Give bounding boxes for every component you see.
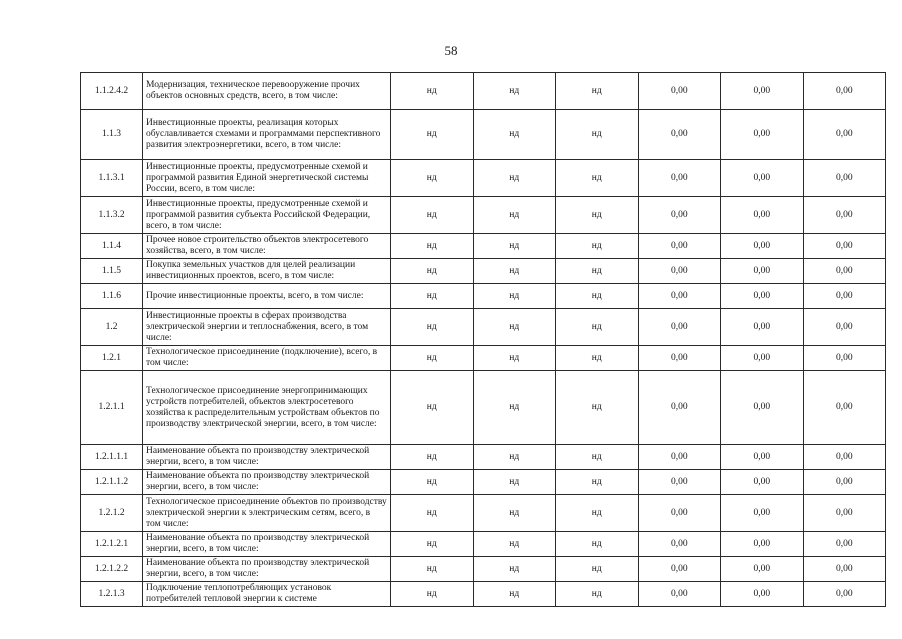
row-value: нд bbox=[556, 73, 639, 110]
investment-table bbox=[80, 72, 886, 607]
row-value: 0,00 bbox=[721, 197, 804, 234]
row-value: нд bbox=[391, 532, 474, 557]
table-row bbox=[81, 532, 886, 557]
row-value: 0,00 bbox=[721, 259, 804, 284]
row-value: нд bbox=[391, 445, 474, 470]
page-number: 58 bbox=[444, 43, 458, 58]
row-value: нд bbox=[556, 346, 639, 371]
row-value: нд bbox=[556, 470, 639, 495]
row-name: Наименование объекта по производству электрической энергии, всего, в том числе: bbox=[143, 445, 391, 470]
row-value: 0,00 bbox=[721, 495, 804, 532]
row-value: 0,00 bbox=[638, 346, 721, 371]
row-value: нд bbox=[473, 495, 556, 532]
row-value: нд bbox=[556, 284, 639, 309]
row-value: 0,00 bbox=[638, 197, 721, 234]
row-value: 0,00 bbox=[803, 259, 886, 284]
row-value: 0,00 bbox=[721, 371, 804, 445]
row-value: нд bbox=[473, 470, 556, 495]
row-value: нд bbox=[556, 582, 639, 607]
row-name: Технологическое присоединение энергопринимающих устройств потребителей, объектов электросетевого хозяйства к распределительным устройствам объектов по производству электрической энергии, всего, в том числе: bbox=[143, 371, 391, 445]
row-name: Инвестиционные проекты, предусмотренные схемой и программой развития субъекта Российской Федерации, всего, в том числе: bbox=[143, 197, 391, 234]
row-value: нд bbox=[391, 197, 474, 234]
row-code: 1.2.1 bbox=[81, 346, 143, 371]
row-value: 0,00 bbox=[638, 234, 721, 259]
row-name: Инвестиционные проекты в сферах производства электрической энергии и теплоснабжения, всего, в том числе: bbox=[143, 309, 391, 346]
row-value: нд bbox=[391, 371, 474, 445]
row-value: 0,00 bbox=[638, 110, 721, 160]
row-value: нд bbox=[473, 73, 556, 110]
row-name: Покупка земельных участков для целей реализации инвестиционных проектов, всего, в том числе: bbox=[143, 259, 391, 284]
row-value: 0,00 bbox=[638, 259, 721, 284]
row-value: 0,00 bbox=[721, 73, 804, 110]
table-row bbox=[81, 371, 886, 445]
row-value: нд bbox=[391, 582, 474, 607]
row-value: 0,00 bbox=[721, 557, 804, 582]
row-value: 0,00 bbox=[803, 197, 886, 234]
row-code: 1.1.3.1 bbox=[81, 160, 143, 197]
table-row bbox=[81, 445, 886, 470]
row-value: нд bbox=[391, 309, 474, 346]
row-value: нд bbox=[473, 284, 556, 309]
table-row bbox=[81, 346, 886, 371]
row-value: 0,00 bbox=[803, 73, 886, 110]
row-value: нд bbox=[473, 309, 556, 346]
row-name: Инвестиционные проекты, реализация которых обуславливается схемами и программами перспективного развития электроэнергетики, всего, в том числе: bbox=[143, 110, 391, 160]
row-value: 0,00 bbox=[721, 470, 804, 495]
row-code: 1.2.1.2.2 bbox=[81, 557, 143, 582]
row-code: 1.1.3 bbox=[81, 110, 143, 160]
row-value: нд bbox=[473, 259, 556, 284]
row-value: нд bbox=[556, 557, 639, 582]
row-value: 0,00 bbox=[638, 470, 721, 495]
row-value: 0,00 bbox=[803, 470, 886, 495]
row-value: 0,00 bbox=[638, 284, 721, 309]
row-value: нд bbox=[391, 346, 474, 371]
row-value: 0,00 bbox=[638, 309, 721, 346]
row-code: 1.1.4 bbox=[81, 234, 143, 259]
row-value: нд bbox=[556, 110, 639, 160]
row-value: 0,00 bbox=[721, 532, 804, 557]
row-code: 1.1.5 bbox=[81, 259, 143, 284]
row-value: 0,00 bbox=[638, 73, 721, 110]
row-code: 1.2.1.1 bbox=[81, 371, 143, 445]
table-row bbox=[81, 495, 886, 532]
row-value: 0,00 bbox=[803, 234, 886, 259]
row-name: Наименование объекта по производству электрической энергии, всего, в том числе: bbox=[143, 532, 391, 557]
row-value: 0,00 bbox=[721, 346, 804, 371]
row-value: нд bbox=[556, 371, 639, 445]
row-value: нд bbox=[473, 532, 556, 557]
row-code: 1.2.1.1.1 bbox=[81, 445, 143, 470]
row-value: нд bbox=[556, 495, 639, 532]
table-row bbox=[81, 582, 886, 607]
row-value: 0,00 bbox=[638, 582, 721, 607]
row-value: нд bbox=[391, 73, 474, 110]
table-row bbox=[81, 557, 886, 582]
row-value: 0,00 bbox=[638, 160, 721, 197]
row-value: нд bbox=[473, 110, 556, 160]
row-value: 0,00 bbox=[638, 495, 721, 532]
row-value: нд bbox=[473, 445, 556, 470]
row-value: нд bbox=[556, 445, 639, 470]
table-row bbox=[81, 110, 886, 160]
row-value: 0,00 bbox=[721, 582, 804, 607]
row-value: нд bbox=[391, 495, 474, 532]
row-value: 0,00 bbox=[721, 160, 804, 197]
row-name: Модернизация, техническое перевооружение прочих объектов основных средств, всего, в том числе: bbox=[143, 73, 391, 110]
row-code: 1.1.2.4.2 bbox=[81, 73, 143, 110]
row-value: нд bbox=[556, 160, 639, 197]
row-value: нд bbox=[391, 234, 474, 259]
row-value: нд bbox=[391, 160, 474, 197]
table-body bbox=[81, 73, 886, 607]
row-value: 0,00 bbox=[803, 532, 886, 557]
row-value: 0,00 bbox=[721, 284, 804, 309]
row-code: 1.2 bbox=[81, 309, 143, 346]
row-name: Инвестиционные проекты, предусмотренные схемой и программой развития Единой энергетической системы России, всего, в том числе: bbox=[143, 160, 391, 197]
row-value: нд bbox=[473, 234, 556, 259]
table-row bbox=[81, 160, 886, 197]
row-value: 0,00 bbox=[721, 445, 804, 470]
row-name: Подключение теплопотребляющих установок потребителей тепловой энергии к системе bbox=[143, 582, 391, 607]
row-value: нд bbox=[473, 346, 556, 371]
row-value: нд bbox=[556, 234, 639, 259]
row-value: нд bbox=[556, 197, 639, 234]
table-row bbox=[81, 73, 886, 110]
row-value: 0,00 bbox=[721, 110, 804, 160]
row-value: 0,00 bbox=[638, 557, 721, 582]
table-row bbox=[81, 259, 886, 284]
row-value: 0,00 bbox=[803, 346, 886, 371]
row-code: 1.2.1.2 bbox=[81, 495, 143, 532]
row-name: Технологическое присоединение (подключение), всего, в том числе: bbox=[143, 346, 391, 371]
row-code: 1.2.1.2.1 bbox=[81, 532, 143, 557]
row-value: 0,00 bbox=[803, 582, 886, 607]
row-value: 0,00 bbox=[721, 309, 804, 346]
row-value: 0,00 bbox=[803, 284, 886, 309]
row-value: 0,00 bbox=[721, 234, 804, 259]
row-value: 0,00 bbox=[803, 495, 886, 532]
row-value: 0,00 bbox=[638, 445, 721, 470]
row-value: нд bbox=[473, 197, 556, 234]
row-name: Наименование объекта по производству электрической энергии, всего, в том числе: bbox=[143, 557, 391, 582]
row-value: 0,00 bbox=[638, 371, 721, 445]
row-value: 0,00 bbox=[803, 371, 886, 445]
row-name: Технологическое присоединение объектов по производству электрической энергии к электрическим сетям, всего, в том числе: bbox=[143, 495, 391, 532]
row-value: нд bbox=[473, 557, 556, 582]
row-name: Прочие инвестиционные проекты, всего, в том числе: bbox=[143, 284, 391, 309]
row-value: 0,00 bbox=[803, 557, 886, 582]
row-value: 0,00 bbox=[803, 445, 886, 470]
row-code: 1.1.6 bbox=[81, 284, 143, 309]
row-value: нд bbox=[473, 371, 556, 445]
row-name: Прочее новое строительство объектов электросетевого хозяйства, всего, в том числе: bbox=[143, 234, 391, 259]
table-row bbox=[81, 234, 886, 259]
row-value: нд bbox=[391, 110, 474, 160]
row-value: 0,00 bbox=[803, 110, 886, 160]
row-value: нд bbox=[391, 470, 474, 495]
row-value: 0,00 bbox=[803, 160, 886, 197]
table-row bbox=[81, 197, 886, 234]
table-row bbox=[81, 470, 886, 495]
table-row bbox=[81, 284, 886, 309]
row-code: 1.2.1.1.2 bbox=[81, 470, 143, 495]
row-value: нд bbox=[391, 284, 474, 309]
row-value: нд bbox=[556, 259, 639, 284]
row-value: 0,00 bbox=[803, 309, 886, 346]
row-value: нд bbox=[556, 532, 639, 557]
row-value: нд bbox=[556, 309, 639, 346]
row-code: 1.2.1.3 bbox=[81, 582, 143, 607]
row-code: 1.1.3.2 bbox=[81, 197, 143, 234]
row-value: нд bbox=[391, 259, 474, 284]
row-value: нд bbox=[391, 557, 474, 582]
row-value: нд bbox=[473, 582, 556, 607]
row-value: нд bbox=[473, 160, 556, 197]
row-name: Наименование объекта по производству электрической энергии, всего, в том числе: bbox=[143, 470, 391, 495]
row-value: 0,00 bbox=[638, 532, 721, 557]
table-row bbox=[81, 309, 886, 346]
